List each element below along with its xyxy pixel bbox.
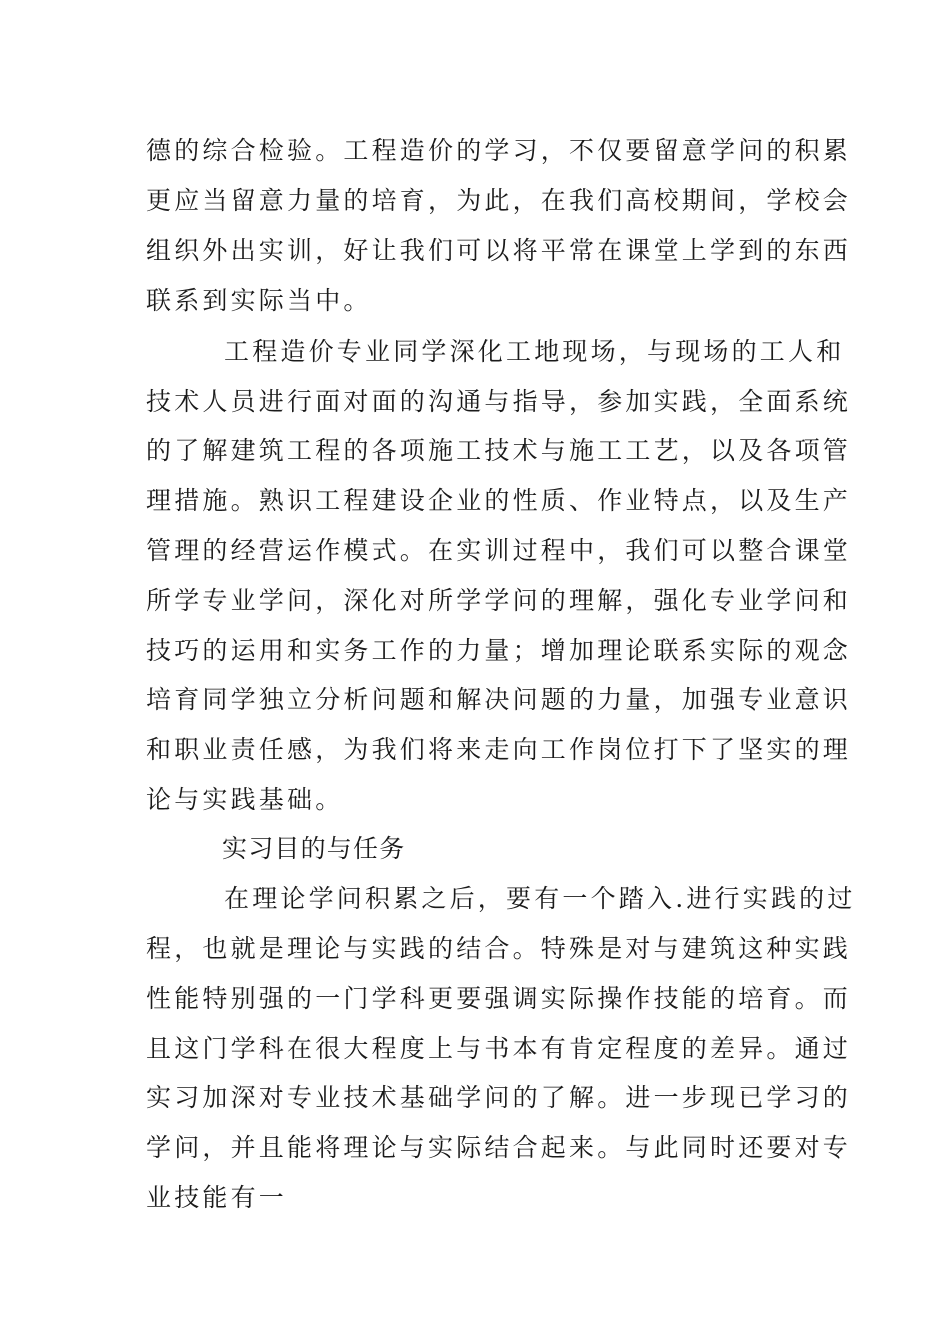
paragraph-3-line-7: 业技能有一 bbox=[146, 1183, 288, 1212]
paragraph-2-line-1: 工程造价专业同学深化工地现场，与现场的工人和 bbox=[224, 337, 845, 366]
paragraph-2-line-4: 理措施。熟识工程建设企业的性质、作业特点，以及生产 bbox=[146, 486, 852, 515]
paragraph-1-line-3: 组织外出实训，好让我们可以将平常在课堂上学到的东西 bbox=[146, 236, 852, 265]
paragraph-2-line-2: 技术人员进行面对面的沟通与指导，参加实践，全面系统 bbox=[146, 387, 852, 416]
paragraph-3-line-3: 性能特别强的一门学科更要强调实际操作技能的培育。而 bbox=[146, 984, 852, 1013]
paragraph-1-line-2: 更应当留意力量的培育，为此，在我们高校期间，学校会 bbox=[146, 186, 852, 215]
paragraph-1-line-4: 联系到实际当中。 bbox=[146, 286, 372, 315]
paragraph-2-line-3: 的了解建筑工程的各项施工技术与施工工艺，以及各项管 bbox=[146, 436, 852, 465]
paragraph-2-line-5: 管理的经营运作模式。在实训过程中，我们可以整合课堂 bbox=[146, 536, 852, 565]
paragraph-3-line-2: 程，也就是理论与实践的结合。特殊是对与建筑这种实践 bbox=[146, 934, 852, 963]
paragraph-2-line-9: 和职业责任感，为我们将来走向工作岗位打下了坚实的理 bbox=[146, 735, 852, 764]
paragraph-3-line-4: 且这门学科在很大程度上与书本有肯定程度的差异。通过 bbox=[146, 1034, 852, 1063]
paragraph-3-line-1: 在理论学问积累之后，要有一个踏入.进行实践的过 bbox=[224, 884, 856, 913]
paragraph-2-line-6: 所学专业学问，深化对所学学问的理解，强化专业学问和 bbox=[146, 586, 852, 615]
paragraph-2-line-10: 论与实践基础。 bbox=[146, 785, 344, 814]
paragraph-2-line-7: 技巧的运用和实务工作的力量；增加理论联系实际的观念 bbox=[146, 636, 852, 665]
section-heading: 实习目的与任务 bbox=[222, 834, 406, 863]
paragraph-2-line-8: 培育同学独立分析问题和解决问题的力量，加强专业意识 bbox=[146, 685, 852, 714]
paragraph-1-line-1: 德的综合检验。工程造价的学习，不仅要留意学问的积累 bbox=[146, 136, 852, 165]
paragraph-3-line-6: 学问，并且能将理论与实际结合起来。与此同时还要对专 bbox=[146, 1133, 852, 1162]
paragraph-3-line-5: 实习加深对专业技术基础学问的了解。进一步现已学习的 bbox=[146, 1083, 852, 1112]
